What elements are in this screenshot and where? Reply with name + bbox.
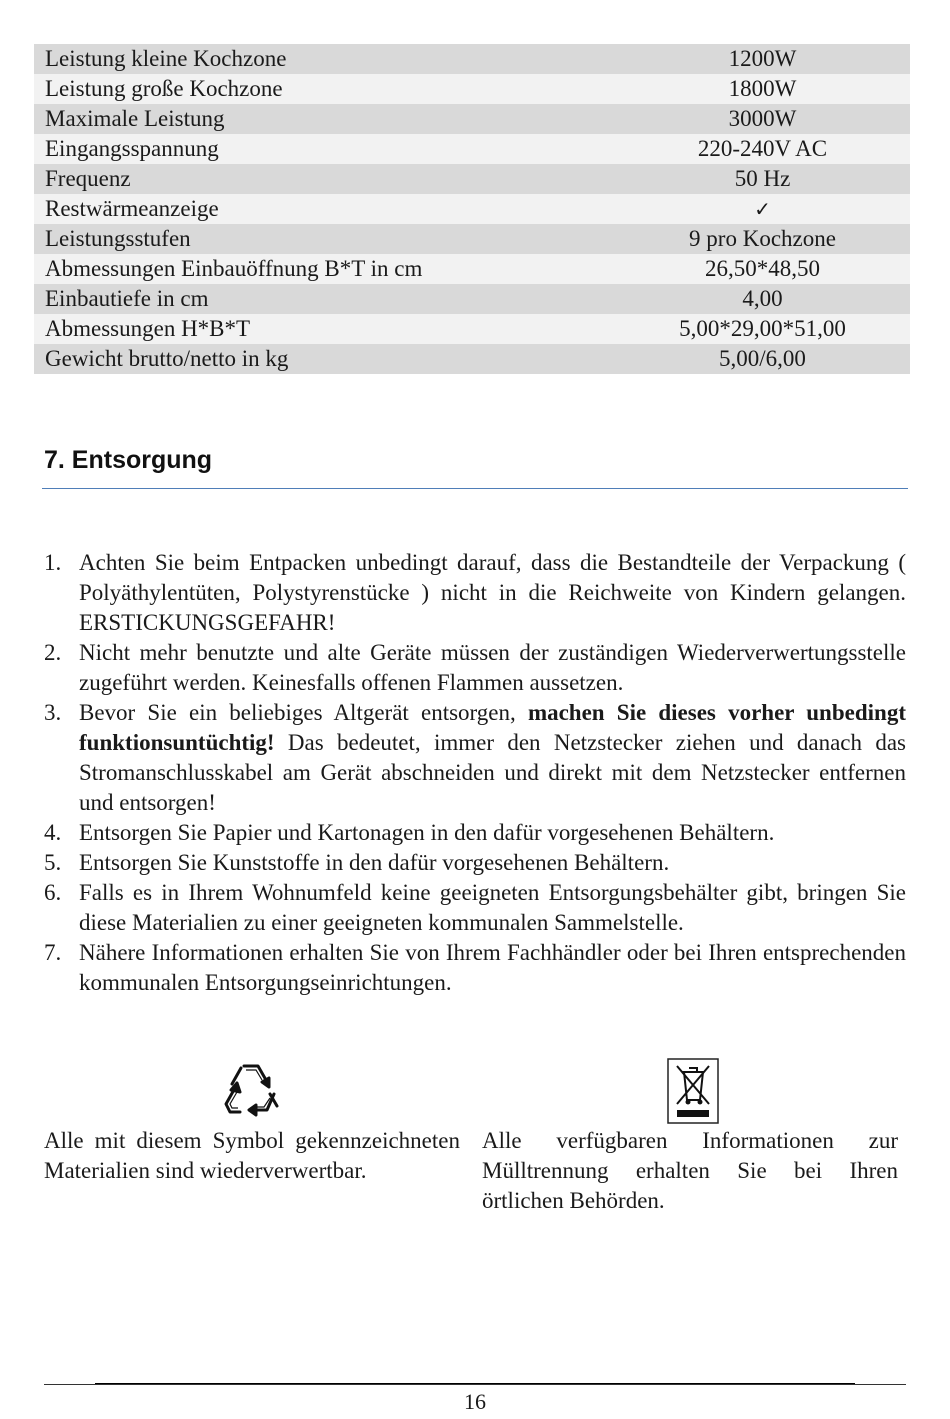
list-item — [44, 938, 906, 998]
page-number: 16 — [464, 1389, 486, 1414]
footer-divider — [44, 1384, 906, 1385]
spec-table — [34, 44, 910, 374]
spec-value: 4,00 — [465, 284, 910, 314]
list-item-text: Achten Sie beim Entpacken unbedingt darauf, dass die Bestandteile der Verpackung ( Polyäthylentüten, Polystyrenstücke ) nicht in die Reichweite von Kindern gelangen. ERSTICKUNGSGEFAHR! — [79, 550, 906, 635]
list-number: 2. — [44, 640, 62, 665]
spec-label: Abmessungen H*B*T — [34, 314, 465, 344]
section-heading: 7. Entsorgung — [44, 446, 213, 474]
list-item — [44, 818, 906, 848]
waste-separation-caption: Alle verfügbaren Informationen zur Mülltrennung erhalten Sie bei Ihren örtlichen Behörden. — [482, 1128, 898, 1213]
list-number: 3. — [44, 700, 62, 725]
list-item — [44, 548, 906, 638]
list-item-text: Nicht mehr benutzte und alte Geräte müssen der zuständigen Wiederverwertungsstelle zugeführt werden. Keinesfalls offenen Flammen aussetzen. — [79, 640, 906, 695]
list-number: 1. — [44, 550, 62, 575]
spec-row — [34, 134, 910, 164]
spec-row — [34, 74, 910, 104]
disposal-steps-list — [44, 548, 906, 998]
list-item-text: Entsorgen Sie Papier und Kartonagen in den dafür vorgesehenen Behältern. — [79, 820, 775, 845]
spec-row — [34, 254, 910, 284]
list-item-text: Falls es in Ihrem Wohnumfeld keine geeigneten Entsorgungsbehälter gibt, bringen Sie diese Materialien zu einer geeigneten kommunalen Sammelstelle. — [79, 880, 906, 935]
spec-row — [34, 164, 910, 194]
spec-label: Leistungsstufen — [34, 224, 465, 254]
list-number: 4. — [44, 820, 62, 845]
spec-label: Leistung große Kochzone — [34, 74, 465, 104]
list-item-text: Das bedeutet, immer den Netzstecker ziehen und danach das Stromanschlusskabel am Gerät abschneiden und direkt mit dem Netzstecker entfernen und entsorgen! — [79, 730, 906, 815]
spec-value: 50 Hz — [465, 164, 910, 194]
footer-divider-accent — [95, 1383, 855, 1384]
spec-row — [34, 284, 910, 314]
spec-value: 3000W — [465, 104, 910, 134]
list-item — [44, 878, 906, 938]
list-number: 5. — [44, 850, 62, 875]
list-item-text: Entsorgen Sie Kunststoffe in den dafür vorgesehenen Behältern. — [79, 850, 670, 875]
spec-value: 9 pro Kochzone — [465, 224, 910, 254]
spec-value: 220-240V AC — [465, 134, 910, 164]
spec-label: Restwärmeanzeige — [34, 194, 465, 224]
list-item-text: Bevor Sie ein beliebiges Altgerät entsorgen, — [79, 700, 528, 725]
spec-value: 5,00/6,00 — [465, 344, 910, 374]
list-item — [44, 848, 906, 878]
list-number: 7. — [44, 940, 62, 965]
spec-row — [34, 194, 910, 224]
recycle-caption: Alle mit diesem Symbol gekennzeichneten Materialien sind wiederverwertbar. — [44, 1128, 460, 1183]
checkmark-icon: ✓ — [754, 197, 771, 221]
spec-value: 1200W — [465, 44, 910, 74]
crossed-out-wheelie-bin-icon — [667, 1058, 719, 1124]
spec-value: 5,00*29,00*51,00 — [465, 314, 910, 344]
spec-label: Einbautiefe in cm — [34, 284, 465, 314]
spec-value: 1800W — [465, 74, 910, 104]
spec-row — [34, 44, 910, 74]
list-item-text: Nähere Informationen erhalten Sie von Ihrem Fachhändler oder bei Ihren entsprechenden kommunalen Entsorgungseinrichtungen. — [79, 940, 906, 995]
recycle-icon — [222, 1058, 280, 1126]
list-number: 6. — [44, 880, 62, 905]
spec-label: Maximale Leistung — [34, 104, 465, 134]
spec-row — [34, 104, 910, 134]
spec-label: Gewicht brutto/netto in kg — [34, 344, 465, 374]
spec-value: 26,50*48,50 — [465, 254, 910, 284]
spec-label: Frequenz — [34, 164, 465, 194]
spec-row — [34, 344, 910, 374]
list-item — [44, 698, 906, 818]
spec-label: Eingangsspannung — [34, 134, 465, 164]
spec-row — [34, 224, 910, 254]
spec-label: Leistung kleine Kochzone — [34, 44, 465, 74]
spec-row — [34, 314, 910, 344]
list-item — [44, 638, 906, 698]
spec-label: Abmessungen Einbauöffnung B*T in cm — [34, 254, 465, 284]
heading-underline — [42, 488, 908, 489]
list-item-emphasis: machen Sie dieses vorher unbedingt funktionsuntüchtig! — [79, 700, 906, 755]
